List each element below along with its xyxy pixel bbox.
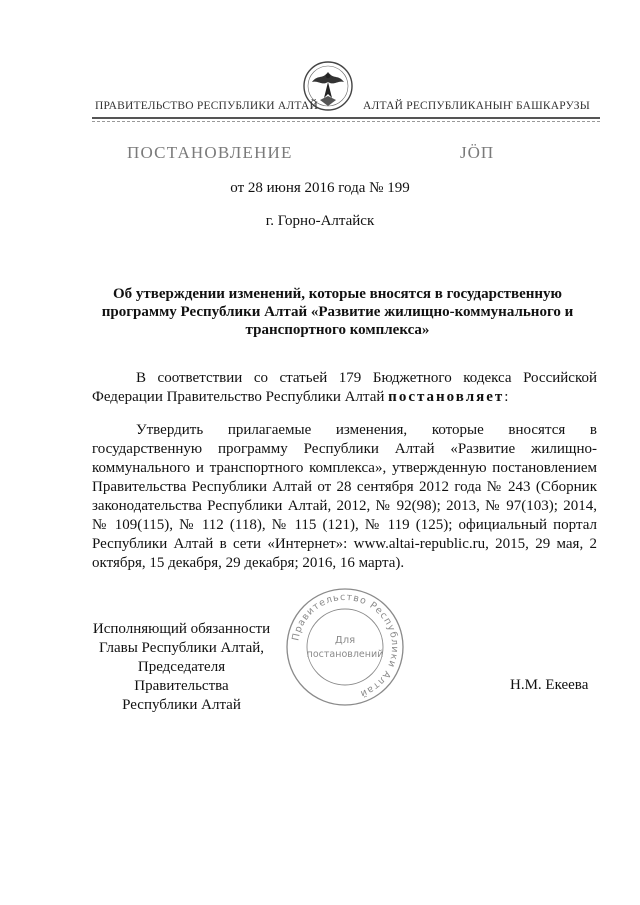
signatory-name: Н.М. Екеева [510, 677, 589, 693]
document-type-ru: ПОСТАНОВЛЕНИЕ [127, 143, 293, 162]
signatory-line-4: Республики Алтай [122, 697, 241, 713]
official-stamp [283, 585, 407, 709]
header-divider [92, 117, 600, 119]
document-type-alt: JӦП [460, 143, 495, 162]
signatory-block [90, 620, 273, 715]
signatory-line-2: Главы Республики Алтай, [98, 640, 265, 656]
preamble-emphasis: постановляет [388, 389, 505, 405]
paragraph-resolution: Утвердить прилагаемые изменения, которые вносятся в государственную программу Республики Алтай «Развитие жилищно-коммунального и транспортного комплекса», утвержденную постановлением Правительства Республики Алтай от 28 сентября 2012 года № 243 (Сборник законодательства Республики Алтай, 2012, № 92(98); 2013, № 97(103); 2014, № 109(115), № 112 (118), № 115 (121), № 119 (125); официальный портал Республики Алтай в сети «Интернет»: www.altai-republic.ru, 2015, 29 мая, 2 октября, 15 декабря, 29 декабря; 2016, 16 марта). [92, 422, 597, 571]
document-date: от 28 июня 2016 года № 199 [230, 180, 410, 196]
document-city: г. Горно-Алтайск [265, 213, 375, 229]
government-name-ru: ПРАВИТЕЛЬСТВО РЕСПУБЛИКИ АЛТАЙ [95, 100, 319, 112]
paragraph-preamble [92, 369, 597, 407]
signatory-line-3: Председателя Правительства [134, 659, 229, 694]
document-title: Об утверждении изменений, которые вносятся в государственную программу Республики Алтай «Развитие жилищно-коммунального и транспортного комплекса» [101, 286, 574, 338]
preamble-end: : [504, 389, 509, 405]
stamp-inner-line-2: постановлений [306, 649, 384, 660]
stamp-ring-text: Правительство Республики Алтай [290, 591, 401, 700]
header-divider-thin [92, 121, 600, 122]
government-name-alt: АЛТАЙ РЕСПУБЛИКАНЫҤ БАШКАРУЗЫ [363, 100, 590, 112]
preamble-text: В соответствии со статьей 179 Бюджетного кодекса Российской Федерации Правительство Республики Алтай [92, 370, 597, 405]
signatory-line-1: Исполняющий обязанности [92, 621, 271, 637]
stamp-inner-line-1: Для [334, 635, 356, 646]
